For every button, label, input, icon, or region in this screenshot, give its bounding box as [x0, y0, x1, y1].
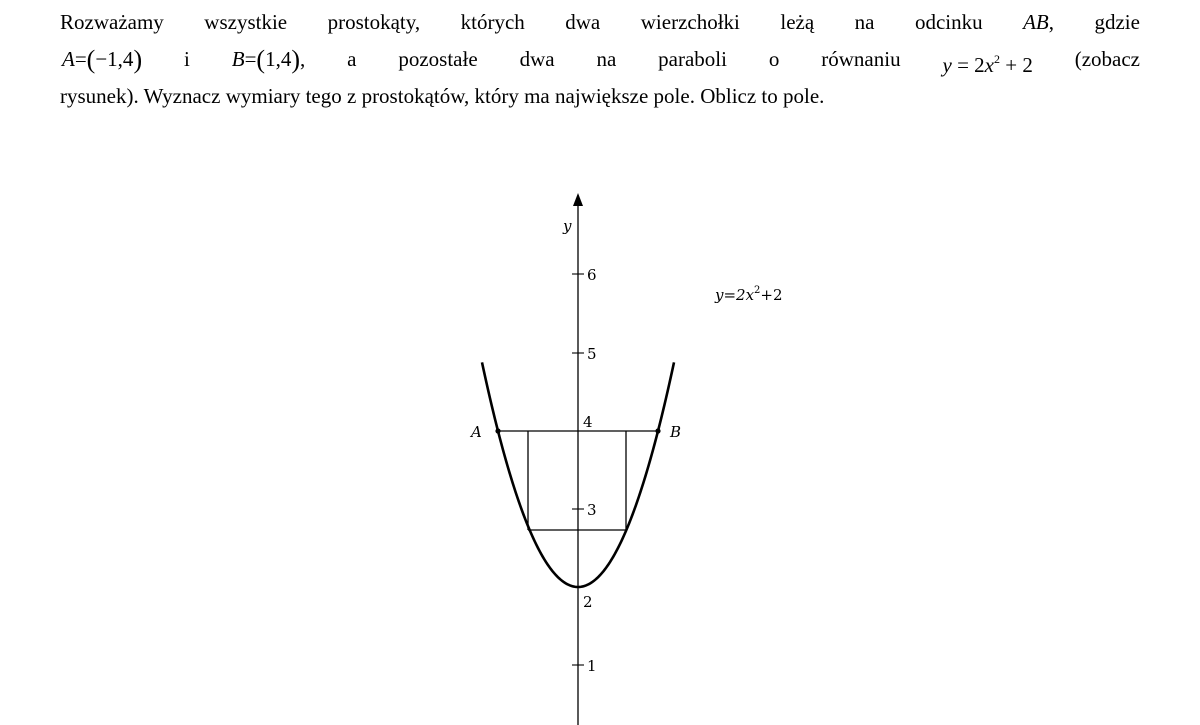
right-paren: ) [133, 45, 143, 74]
curve-label-main: y=2x [715, 286, 755, 304]
word: paraboli [658, 47, 727, 71]
tick-label-4: 4 [583, 413, 593, 431]
word: równaniu [821, 47, 901, 71]
curve-label-exponent: 2 [754, 285, 761, 296]
comma: , [300, 47, 306, 71]
equals-sign: = [244, 47, 257, 71]
y-axis-arrow-icon [573, 193, 583, 206]
comma: , [1048, 10, 1054, 34]
tick-label-3: 3 [587, 501, 597, 519]
segment-ab-math: AB [1023, 10, 1049, 34]
tick-label-6: 6 [587, 266, 597, 284]
point-a-label: A [471, 423, 482, 441]
right-paren: ) [291, 45, 300, 74]
word: odcinku [914, 10, 983, 34]
point-a-coords: −1,4 [95, 47, 134, 71]
eq-tail: + 2 [999, 53, 1033, 77]
word: i [184, 47, 190, 71]
word: wierzchołki [640, 10, 740, 34]
word: gdzie [1094, 10, 1140, 34]
word: (zobacz [1074, 47, 1140, 71]
eq-exponent: 2 [993, 52, 1000, 66]
point-b-coords: 1,4 [265, 47, 292, 71]
point-a-dot [495, 428, 500, 433]
eq-y: y [942, 53, 952, 77]
equals-sign: = [74, 47, 87, 71]
point-b-name: B [231, 47, 245, 71]
word: prostokąty, [327, 10, 421, 34]
tick-label-1: 1 [587, 657, 597, 675]
point-b-label: B [670, 423, 682, 441]
tick-label-2: 2 [583, 593, 593, 611]
eq-x: x [984, 53, 994, 77]
word: których [460, 10, 525, 34]
word: na [854, 10, 875, 34]
word: a [347, 47, 357, 71]
point-b-dot [655, 428, 660, 433]
curve-equation-label [714, 285, 783, 304]
left-paren: ( [86, 45, 96, 74]
point-a-name: A [62, 47, 75, 71]
word: pozostałe [398, 47, 478, 71]
curve-label-tail: +2 [760, 286, 783, 304]
tick-label-5: 5 [587, 345, 597, 363]
word: o [768, 47, 780, 71]
problem-line-3: rysunek). Wyznacz wymiary tego z prostokątów, który ma największe pole. Oblicz to pole. [60, 84, 825, 108]
left-paren: ( [256, 45, 266, 74]
word: leżą [780, 10, 815, 34]
word: dwa [565, 10, 601, 34]
word: Rozważamy [60, 10, 164, 34]
word: dwa [519, 47, 555, 71]
eq-mid: = 2 [951, 53, 985, 77]
word: na [596, 47, 617, 71]
word: wszystkie [204, 10, 288, 34]
y-axis-label: y [563, 217, 572, 235]
